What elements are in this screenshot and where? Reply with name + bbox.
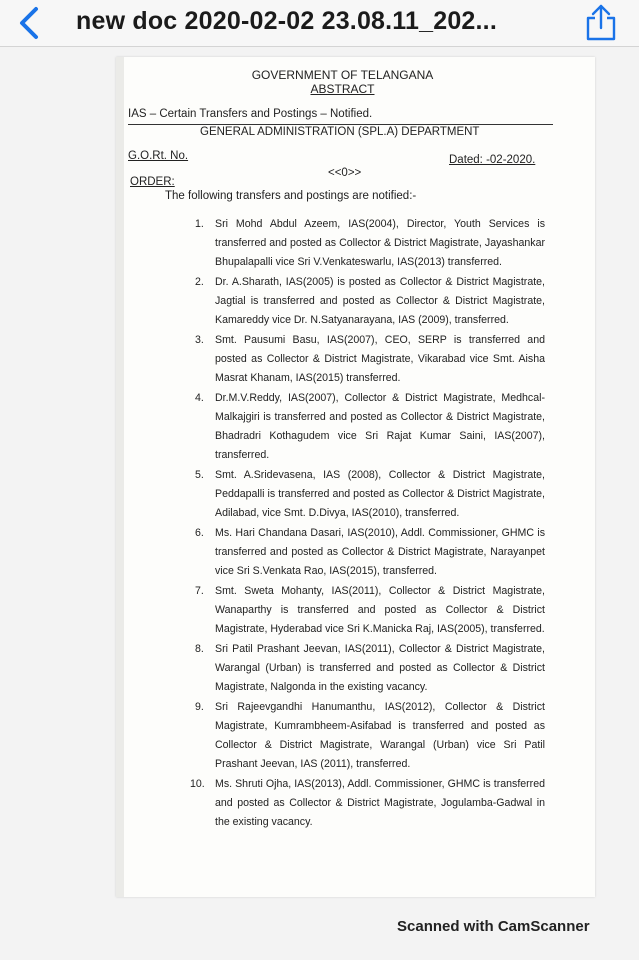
item-text: Ms. Hari Chandana Dasari, IAS(2010), Addl. Commissioner, GHMC is transferred and posted as Collector & District Magistrate, Narayanpet vice Sri S.Venkata Rao, IAS(2015), transferred.: [215, 527, 545, 577]
transfer-list: [190, 215, 545, 833]
item-number: 8.: [195, 643, 204, 655]
document-title: new doc 2020-02-02 23.08.11_202...: [76, 7, 497, 35]
list-item: [195, 582, 545, 639]
item-text: Dr. A.Sharath, IAS(2005) is posted as Collector & District Magistrate, Jagtial is transferred and posted as Collector & District Magistrate, Kamareddy vice Dr. N.Satyanarayana, IAS (2009), transferred.: [215, 276, 545, 326]
gov-heading: GOVERNMENT OF TELANGANA: [251, 68, 434, 82]
list-item: [195, 640, 545, 697]
dated-line: Dated: -02-2020.: [449, 154, 536, 166]
item-text: Sri Mohd Abdul Azeem, IAS(2004), Director, Youth Services is transferred and posted as Collector & District Magistrate, Jayashankar Bhupalapalli vice Sri V.Venkateswarlu, IAS(2013) transferred.: [215, 218, 545, 268]
item-number: 3.: [195, 334, 204, 346]
share-button[interactable]: [583, 2, 619, 42]
separator-mark: <<0>>: [328, 167, 362, 179]
share-icon: [583, 2, 619, 42]
item-text: Ms. Shruti Ojha, IAS(2013), Addl. Commissioner, GHMC is transferred and posted as Collector & District Magistrate, Jogulamba-Gadwal in the existing vacancy.: [215, 778, 545, 828]
list-item: [195, 466, 545, 523]
item-number: 10.: [190, 778, 205, 790]
department-line: GENERAL ADMINISTRATION (SPL.A) DEPARTMENT: [200, 126, 480, 138]
intro-line: The following transfers and postings are notified:-: [165, 190, 417, 202]
back-button[interactable]: [14, 6, 44, 40]
list-item: [195, 524, 545, 581]
subject-line: IAS – Certain Transfers and Postings – Notified.: [128, 108, 373, 120]
item-number: 7.: [195, 585, 204, 597]
item-number: 9.: [195, 701, 204, 713]
item-number: 5.: [195, 469, 204, 481]
list-item: [195, 331, 545, 388]
go-number: G.O.Rt. No.: [128, 150, 189, 162]
header-divider: [0, 46, 639, 47]
list-item: [195, 389, 545, 465]
item-text: Smt. A.Sridevasena, IAS (2008), Collector & District Magistrate, Peddapalli is transferred and posted as Collector & District Magistrate, Adilabad, vice Smt. D.Divya, IAS(2010), transferred.: [215, 469, 545, 519]
item-number: 6.: [195, 527, 204, 539]
item-text: Sri Patil Prashant Jeevan, IAS(2011), Collector & District Magistrate, Warangal (Urban) is transferred and posted as Collector & District Magistrate, Nalgonda in the existing vacancy.: [215, 643, 545, 693]
order-label: ORDER:: [130, 176, 175, 188]
list-item: [190, 775, 545, 832]
item-text: Smt. Pausumi Basu, IAS(2007), CEO, SERP is transferred and posted as Collector & District Magistrate, Vikarabad vice Smt. Aisha Masrat Khanam, IAS(2015) transferred.: [215, 334, 545, 384]
item-text: Sri Rajeevgandhi Hanumanthu, IAS(2012), Collector & District Magistrate, Kumrambheem-Asifabad is transferred and posted as Collector & District Magistrate, Warangal (Urban) vice Sri Patil Prashant Jeevan, IAS (2011), transferred.: [215, 701, 545, 770]
item-text: Smt. Sweta Mohanty, IAS(2011), Collector & District Magistrate, Wanaparthy is transferred and posted as Collector & District Magistrate, Hyderabad vice Sri K.Manicka Raj, IAS(2005), transferred.: [215, 585, 545, 635]
list-item: [195, 215, 545, 272]
item-number: 2.: [195, 276, 204, 288]
page-edge: [116, 57, 124, 897]
item-number: 4.: [195, 392, 204, 404]
item-text: Dr.M.V.Reddy, IAS(2007), Collector & District Magistrate, Medhcal-Malkajgiri is transferred and posted as Collector & District Magistrate, Bhadradri Kothagudem vice Sri Rajat Kumar Saini, IAS(2007), transferred.: [215, 392, 545, 461]
list-item: [195, 273, 545, 330]
scanned-watermark: Scanned with CamScanner: [397, 918, 590, 935]
list-item: [195, 698, 545, 774]
chevron-left-icon: [14, 6, 44, 40]
top-bar: [0, 0, 639, 46]
abstract-heading: ABSTRACT: [310, 82, 375, 96]
item-number: 1.: [195, 218, 204, 230]
subject-rule: [128, 124, 553, 125]
